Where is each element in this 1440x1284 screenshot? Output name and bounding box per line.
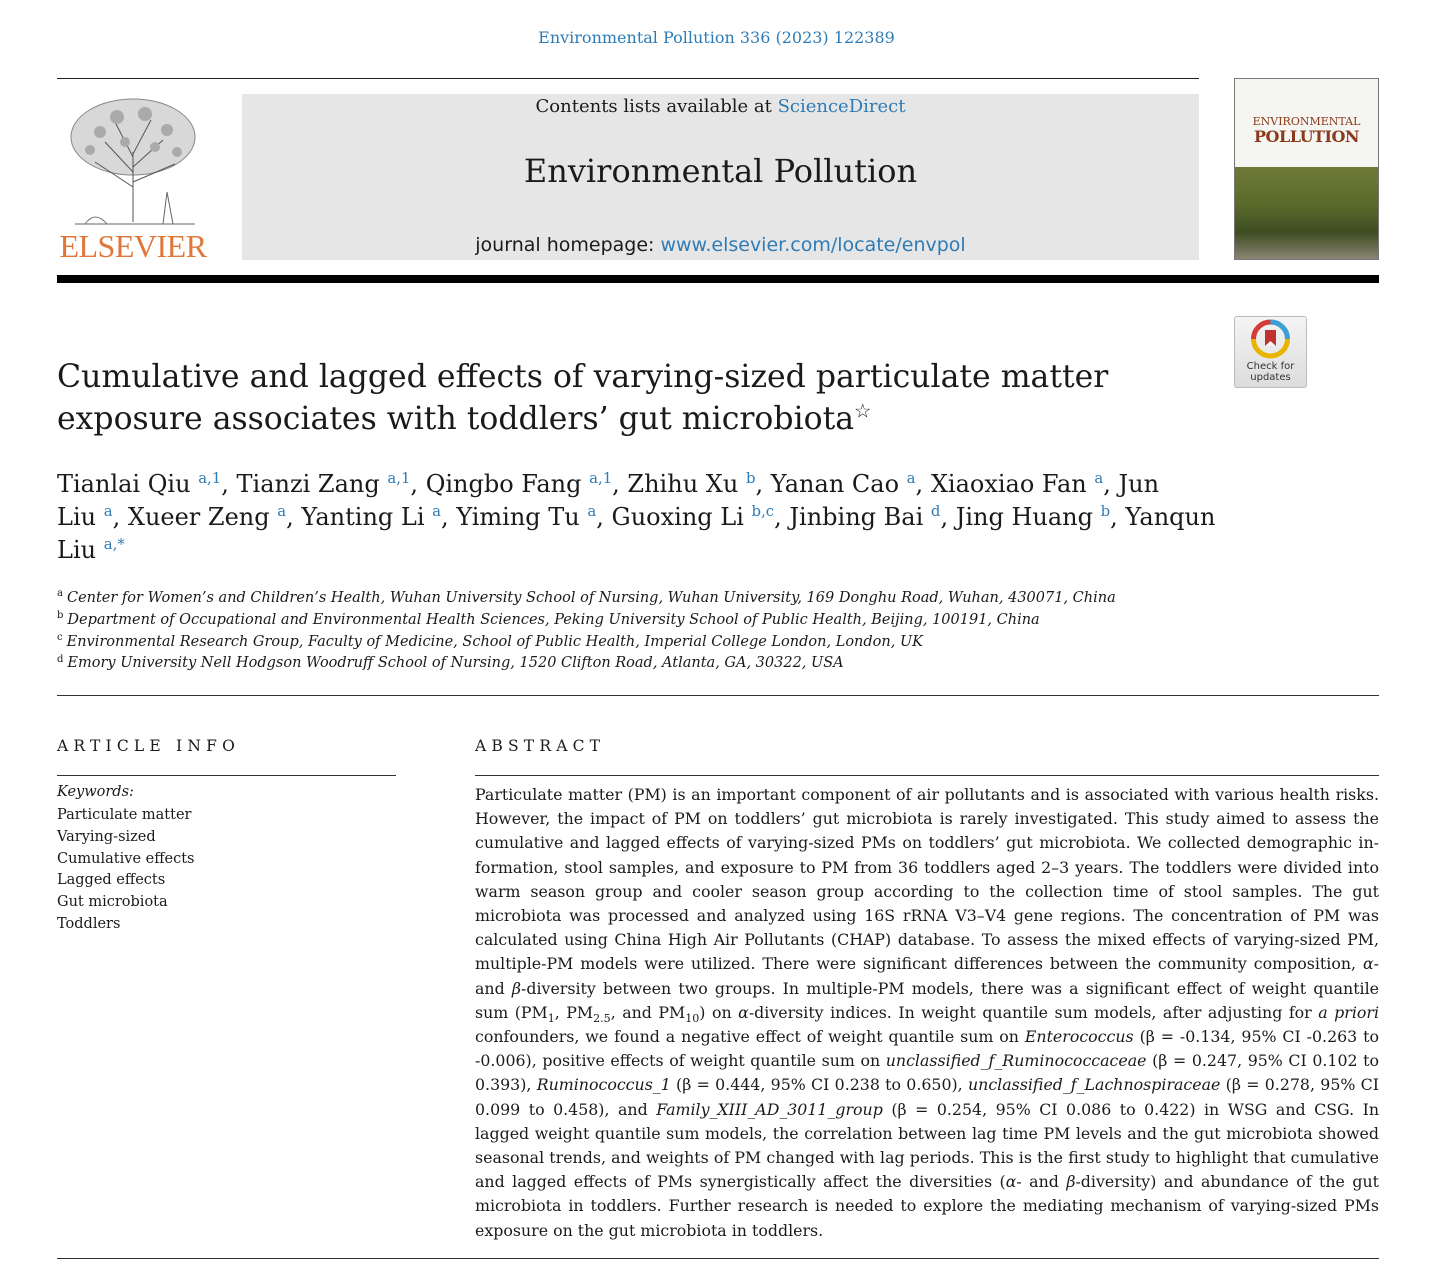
author	[789, 503, 940, 531]
keyword-item[interactable]: Varying-sized	[57, 828, 156, 845]
abstract-symbol: β	[511, 978, 522, 998]
author-separator: ,	[774, 503, 790, 531]
author-name[interactable]: Guoxing Li	[611, 503, 744, 531]
author-affiliation-marker[interactable]: a	[103, 502, 113, 520]
contents-prefix: Contents lists available at	[535, 96, 778, 117]
author-affiliation-marker[interactable]: b	[1100, 502, 1111, 520]
top-divider	[57, 78, 1199, 79]
abstract-taxon: unclassified_f_Lachnospiraceae	[967, 1075, 1221, 1095]
check-for-updates-button[interactable]	[1234, 316, 1307, 388]
author-name[interactable]: Zhihu Xu	[627, 470, 739, 498]
abstract-segment: confounders, we found a negative effect of weight quantile sum on	[475, 1027, 1025, 1047]
keyword-item[interactable]: Toddlers	[57, 915, 121, 932]
affiliation-key: b	[57, 609, 64, 621]
sciencedirect-link[interactable]: ScienceDirect	[777, 96, 906, 117]
affiliation-key: a	[57, 588, 63, 600]
affiliation-row	[57, 610, 1257, 632]
author	[456, 503, 596, 531]
affiliation-row	[57, 632, 1257, 654]
abstract-segment: (β = 0.444, 95% CI 0.238 to 0.650),	[670, 1075, 968, 1095]
cover-title-top: ENVIRONMENTAL	[1252, 115, 1361, 128]
journal-cover-thumbnail[interactable]	[1234, 78, 1379, 260]
affiliation-key: c	[57, 631, 63, 643]
author-affiliation-marker[interactable]: b,c	[751, 502, 775, 520]
title-footnote-mark[interactable]: ☆	[854, 399, 872, 423]
abstract-text	[475, 783, 1379, 1243]
crossmark-label	[1235, 361, 1306, 383]
author-name[interactable]: Jing Huang	[955, 503, 1093, 531]
author-name[interactable]: Tianzi Zang	[236, 470, 380, 498]
author-name[interactable]: Tianlai Qiu	[57, 470, 191, 498]
author-name[interactable]: Qingbo Fang	[425, 470, 582, 498]
abstract-segment: - and	[475, 954, 1379, 998]
journal-banner	[242, 94, 1199, 260]
author	[771, 470, 916, 498]
crossmark-line2: updates	[1250, 372, 1291, 383]
author	[426, 470, 612, 498]
cover-image	[1235, 167, 1379, 260]
abstract-taxon: Enterococcus	[1024, 1027, 1134, 1047]
author-name[interactable]: Jun Liu	[57, 470, 1160, 531]
abstract-segment: (β = -0.134, 95% CI -0.263 to -0.006), positive effects of weight quantile sum on	[475, 1027, 1379, 1071]
keyword-item[interactable]: Gut microbiota	[57, 894, 168, 911]
author	[128, 503, 286, 531]
author-affiliation-marker[interactable]: a,1	[198, 469, 222, 487]
affiliation-text: Environmental Research Group, Faculty of Medicine, School of Public Health, Imperial College London, London, UK	[66, 633, 924, 650]
keyword-item[interactable]: Particulate matter	[57, 807, 192, 823]
article-info-heading: ARTICLE INFO	[57, 737, 240, 755]
title-text: Cumulative and lagged effects of varying-sized particulate matter exposure associates with toddlers’ gut microbiota	[57, 359, 1109, 437]
abstract-italic: a priori	[1318, 1002, 1380, 1022]
author-affiliation-marker[interactable]: a	[432, 502, 442, 520]
author-affiliation-marker[interactable]: a	[587, 502, 597, 520]
crossmark-icon	[1235, 317, 1306, 361]
affiliation-text: Center for Women’s and Children’s Health, Wuhan University School of Nursing, Wuhan University, 169 Donghu Road, Wuhan, 430071, China	[66, 590, 1116, 606]
author-name[interactable]: Yanan Cao	[770, 470, 900, 498]
abstract-segment: - and	[1016, 1172, 1067, 1192]
section-divider	[57, 695, 1379, 696]
author-name[interactable]: Jinbing Bai	[789, 503, 924, 531]
abstract-segment: (β = 0.247, 95% CI 0.102 to 0.393),	[475, 1051, 1379, 1095]
journal-reference-link[interactable]: Environmental Pollution 336 (2023) 122389	[538, 28, 895, 47]
author-affiliation-marker[interactable]: a,*	[103, 535, 125, 553]
journal-homepage-link[interactable]: www.elsevier.com/locate/envpol	[660, 234, 966, 256]
affiliation-text: Department of Occupational and Environmental Health Sciences, Peking University School of Public Health, Beijing, 100191, China	[67, 611, 1040, 628]
author-name[interactable]: Yanqun Liu	[57, 503, 1216, 564]
tree-icon	[55, 92, 210, 232]
author	[57, 470, 221, 498]
abstract-symbol: α	[738, 1002, 749, 1022]
author-separator: ,	[596, 503, 612, 531]
abstract-heading: ABSTRACT	[475, 737, 606, 755]
abstract-segment: (β = 0.254, 95% CI 0.086 to 0.422) in WSG and CSG. In lagged weight quantile sum models, the correlation between lag time PM levels and the gut microbiota showed seasonal trends, and weights of PM changed with lag periods. This is the first study to highlight that cumulative and lagged effects of PMs synergistically affect the diversities (	[475, 1099, 1380, 1192]
author-separator: ,	[441, 503, 457, 531]
keywords-label: Keywords:	[57, 784, 134, 800]
author-separator: ,	[1110, 503, 1126, 531]
abstract-segment: -diversity between two groups. In multiple-PM models, there was a significant effect of weight quantile sum (PM	[475, 978, 1379, 1022]
abstract-symbol: β	[1066, 1172, 1076, 1192]
author-separator: ,	[221, 470, 237, 498]
cover-title-bottom: POLLUTION	[1254, 127, 1359, 146]
abstract-symbol: α	[1005, 1172, 1017, 1192]
author-affiliation-marker[interactable]: a,1	[589, 469, 613, 487]
author-separator: ,	[940, 503, 956, 531]
abstract-segment: ) on	[699, 1002, 739, 1022]
affiliation-row	[57, 588, 1257, 610]
publisher-wordmark: ELSEVIER	[59, 228, 207, 264]
contents-line	[242, 96, 1199, 117]
author-separator: ,	[112, 503, 128, 531]
author-affiliation-marker[interactable]: b	[745, 469, 756, 487]
journal-title: Environmental Pollution	[523, 152, 918, 190]
author-affiliation-marker[interactable]: a	[906, 469, 916, 487]
author-affiliation-marker[interactable]: d	[930, 502, 941, 520]
abstract-taxon: Family_XIII_AD_3011_group	[656, 1099, 883, 1119]
keywords-list	[57, 805, 195, 936]
abstract-subscript: 1	[547, 1011, 555, 1025]
author-separator: ,	[286, 503, 302, 531]
author	[956, 503, 1110, 531]
abstract-segment: -diversity) and abundance of the gut microbiota in toddlers. Further research is needed to explore the mediating mechanism of varying-sized PMs exposure on the gut microbiota in toddlers.	[475, 1172, 1379, 1240]
homepage-line	[242, 234, 1199, 256]
author-separator: ,	[410, 470, 426, 498]
author-separator: ,	[755, 470, 771, 498]
author-affiliation-marker[interactable]: a	[277, 502, 287, 520]
abstract-taxon: Ruminococcus_1	[536, 1075, 671, 1095]
author-affiliation-marker[interactable]: a,1	[387, 469, 411, 487]
author-separator: ,	[1103, 470, 1119, 498]
paper-title	[57, 356, 1217, 440]
author-affiliation-marker[interactable]: a	[1094, 469, 1104, 487]
author-list	[57, 468, 1217, 567]
keyword-item[interactable]: Lagged effects	[57, 872, 166, 889]
abstract-divider	[475, 775, 1379, 776]
abstract-segment: Particulate matter (PM) is an important component of air pollutants and is associated with various health risks. However, the impact of PM on toddlers’ gut microbiota is rarely investigated. This study aimed to assess the cumulative and lagged effects of varying-sized PMs on toddlers’ gut microbiota. We collected demographic information, stool samples, and exposure to PM from 36 toddlers aged 2–3 years. The toddlers were divided into warm season group and cooler season group according to the collection time of stool samples. The gut microbiota was processed and analyzed using 16S rRNA V3–V4 gene regions. The concentration of PM was calculated using China High Air Pollutants (CHAP) database. To assess the mixed effects of varying-sized PM, multiple-PM models were utilized. There were significant differences between the community composition,	[475, 785, 1379, 974]
author-name[interactable]: Xueer Zeng	[127, 503, 270, 531]
abstract-subscript: 10	[685, 1011, 700, 1025]
bottom-divider	[57, 1258, 1379, 1259]
crossmark-line1: Check for	[1246, 361, 1295, 372]
author	[612, 503, 775, 531]
author-name[interactable]: Yanting Li	[301, 503, 425, 531]
author-separator: ,	[915, 470, 931, 498]
abstract-segment: (β = 0.278, 95% CI 0.099 to 0.458), and	[475, 1075, 1379, 1119]
abstract-segment: , PM	[554, 1002, 594, 1022]
header-thick-divider	[57, 275, 1379, 283]
homepage-prefix: journal homepage:	[475, 234, 661, 256]
author	[301, 503, 441, 531]
author	[931, 470, 1103, 498]
abstract-segment: , and PM	[610, 1002, 686, 1022]
abstract-segment: -diversity indices. In weight quantile sum models, after adjusting for	[748, 1002, 1319, 1022]
affiliation-key: d	[57, 653, 64, 665]
abstract-symbol: α	[1362, 954, 1374, 974]
author-name[interactable]: Xiaoxiao Fan	[930, 470, 1087, 498]
keyword-item[interactable]: Cumulative effects	[57, 850, 195, 867]
author	[237, 470, 411, 498]
affiliation-row	[57, 653, 1257, 675]
abstract-taxon: unclassified_f_Ruminococcaceae	[885, 1051, 1147, 1071]
affiliation-text: Emory University Nell Hodgson Woodruff School of Nursing, 1520 Clifton Road, Atlanta, GA, 30322, USA	[67, 655, 844, 672]
article-info-divider	[57, 775, 396, 776]
author-separator: ,	[612, 470, 628, 498]
author	[627, 470, 755, 498]
abstract-subscript: 2.5	[593, 1011, 611, 1025]
affiliations-list	[57, 588, 1257, 675]
author-name[interactable]: Yiming Tu	[456, 503, 580, 531]
